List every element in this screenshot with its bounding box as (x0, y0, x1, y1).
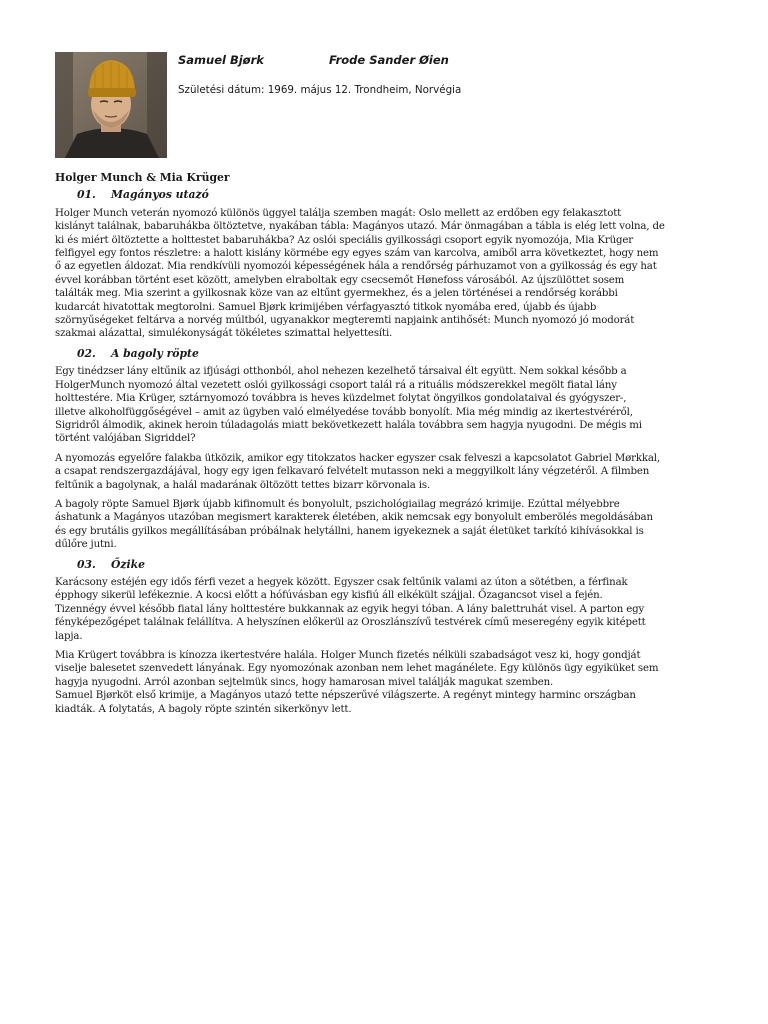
book-title: A bagoly röpte (111, 346, 199, 360)
book-3-paragraph-2: Mia Krügert továbbra is kínozza ikertestvére halála. Holger Munch fizetés nélküli szabadságot vesz ki, hogy gondját viselje balesetet szenvedett lányának. Egy nyomozónak azonban nem lehet magánélete. Egy különös ügy egyiküket sem hagyja nyugodni. Arról azonban sejtelmük sincs, hogy hamarosan mivel találják magukat szemben. Samuel Bjørköt első krimije, a Magányos utazó tette népszerűvé világszerte. A regényt mintegy harminc országban kiadták. A folytatás, A bagoly röpte szintén sikerkönyv lett. (55, 650, 659, 715)
author-photo (55, 52, 167, 158)
book-3-paragraph-1: Karácsony estéjén egy idős férfi vezet a hegyek között. Egyszer csak feltűnik valami az úton a sötétben, a férfinak épphogy sikerül lefékeznie. A kocsi előtt a hófúvásban egy kisfiú áll elkékült szájjal. Őzagancsot visel a fején. Tizennégy évvel később fiatal lány holttestére bukkannak az egyik hegyi tóban. A lány balettruhát visel. A parton egy fényképezőgépet találnak felállítva. A helyszínen előkerül az Oroszlánszívű testvérek című meseregény egyik kitépett lapja. (55, 576, 646, 642)
book-title: Magányos utazó (111, 188, 209, 202)
book-2-paragraph-2: A nyomozás egyelőre falakba ütközik, amikor egy titokzatos hacker egyszer csak felveszi a kapcsolatot Gabriel Mørkkal, a csapat rendszergazdájával, hogy egy igen felkavaró felvételt mutasson neki a meggyilkolt lány végzetéről. A filmben feltűnik a bagolynak, a halál madarának öltözött tettes bizarr körvonala is. (55, 452, 660, 491)
author-portrait-icon (55, 52, 167, 158)
author-names (178, 53, 449, 67)
book-2-paragraph-3: A bagoly röpte Samuel Bjørk újabb kifinomult és bonyolult, pszichológiailag megrázó krimije. Ezúttal mélyebbre áshatunk a Magányos utazóban megismert karakterek életében, akik nemcsak egy bonyolult emberölés megoldásában és egy brutális gyilkos megállításában próbálnak helytállni, hanem igyekeznek a saját életüket tarkító kihívásokkal is dűlőre jutni. (55, 498, 653, 551)
book-2-paragraph-1: Egy tinédzser lány eltűnik az ifjúsági otthonból, ahol nehezen kezelhető társaival élt együtt. Nem sokkal később a HolgerMunch nyomozó által vezetett oslói gyilkossági csoport talál rá a rituális módszerekkel megölt fiatal lány holttestére. Mia Krüger, sztárnyomozó továbbra is heves küzdelmet folytat öngyilkos gondolataival és gyógyszer-, illetve alkoholfüggőségével – amit az ügyben való elmélyedése tovább bonyolít. Mia még mindig az ikertestvéréről, Sigridről álmodik, akinek heroin túladagolás miatt bekövetkezett halála továbbra sem hagyja nyugodni. De mégis mi történt valójában Sigriddel? (55, 366, 642, 445)
book-number: 03. (77, 557, 96, 571)
birth-info: Születési dátum: 1969. május 12. Trondheim, Norvégia (178, 84, 462, 96)
book-number: 01. (77, 188, 96, 202)
series-title: Holger Munch & Mia Krüger (55, 171, 230, 184)
book-1-paragraph-1: Holger Munch veterán nyomozó különös üggyel találja szemben magát: Oslo mellett az erdőben egy felakasztott kislányt találnak, babaruhákba öltöztetve, nyakában tábla: Magányos utazó. Már önmagában a tábla is elég lett volna, de ki és miért öltöztette a holttestet babaruhákba? Az oslói speciális gyilkossági csoport egyik nyomozója, Mia Krüger felfigyel egy fontos részletre: a halott kislány körmébe egy egyes szám van karcolva, amiből arra következtet, hogy nem ő az egyetlen áldozat. Mia rendkívüli nyomozói képességének hála a rendőrség párhuzamot von a gyilkosság és egy hat évvel korábban történt eset között, amelyben elraboltak egy csecsemőt Hønefoss városából. Az újszülöttet sosem találták meg. Mia szerint a gyilkosnak köze van az eltűnt gyermekhez, és a jelen történései a rendőrség korábbi kudarcát hivatottak megtorolni. Samuel Bjørk krimijében vérfagyasztó titkok nyomába ered, újabb és újabb szörnyűségeket feltárva a norvég múltból, ugyanakkor megteremti napjaink antihősét: Munch nyomozó jó modorát szakmai alázattal, simulékonyságát tökéletes szimattal helyettesíti. (55, 207, 665, 340)
book-number: 02. (77, 346, 96, 360)
document-body (55, 171, 715, 722)
book-heading-2 (77, 347, 715, 360)
book-heading-3 (77, 558, 715, 571)
author-1: Samuel Bjørk (178, 53, 264, 67)
book-title: Őzike (111, 557, 145, 571)
book-heading-1 (77, 188, 715, 201)
author-2: Frode Sander Øien (329, 53, 449, 67)
